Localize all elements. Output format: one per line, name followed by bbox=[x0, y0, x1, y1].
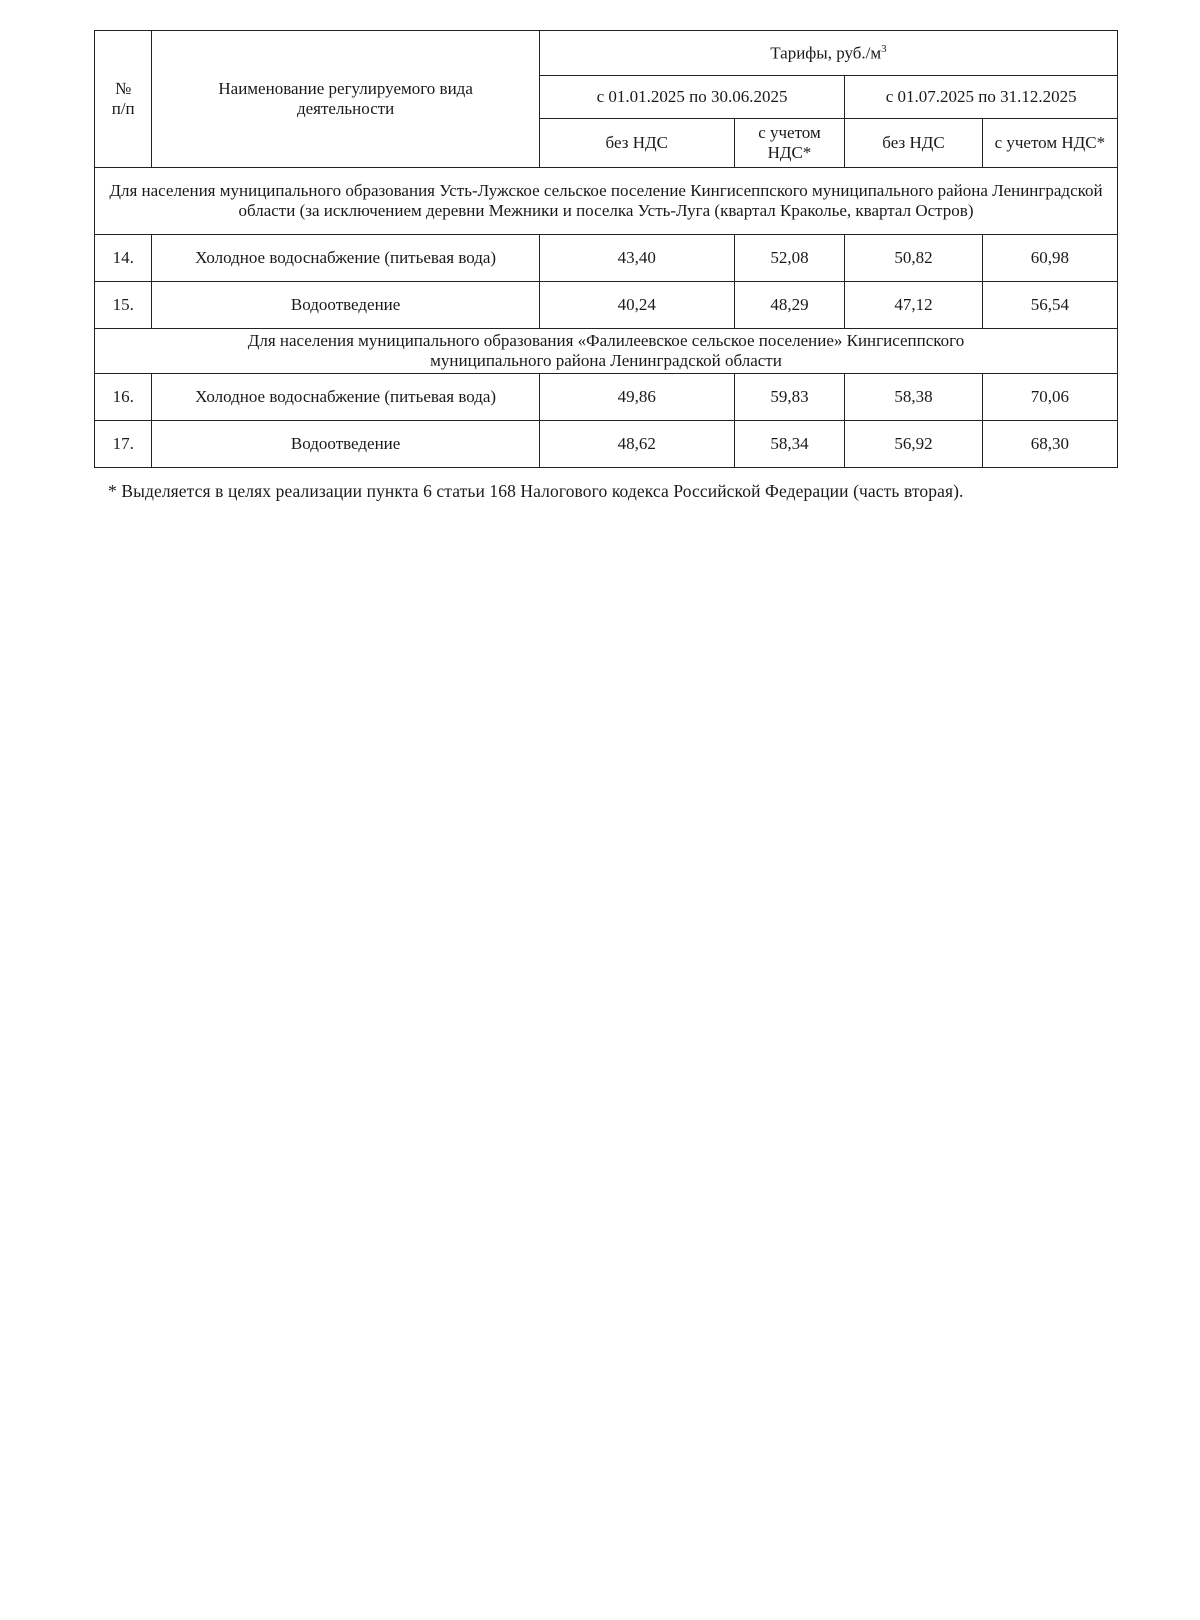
row-activity: Холодное водоснабжение (питьевая вода) bbox=[152, 374, 539, 421]
row-p1-with-vat: 48,29 bbox=[734, 282, 845, 329]
tariffs-table bbox=[94, 30, 1118, 468]
row-p2-with-vat: 68,30 bbox=[982, 421, 1117, 468]
row-p2-with-vat: 70,06 bbox=[982, 374, 1117, 421]
header-tariffs bbox=[539, 31, 1117, 76]
table-row bbox=[95, 421, 1118, 468]
row-p1-with-vat: 52,08 bbox=[734, 235, 845, 282]
section-row-2 bbox=[95, 329, 1118, 374]
table-row bbox=[95, 374, 1118, 421]
header-activity-name: Наименование регулируемого вида деятельности bbox=[152, 31, 539, 168]
row-p1-no-vat: 40,24 bbox=[539, 282, 734, 329]
header-tariffs-unit-sup: 3 bbox=[881, 42, 887, 55]
row-num: 17. bbox=[95, 421, 152, 468]
header-tariffs-label: Тарифы, руб./м bbox=[770, 43, 882, 63]
section-title: Для населения муниципального образования «Фалилеевское сельское поселение» Кингисеппского муниципального района Ленинградской области bbox=[95, 329, 1118, 374]
section-row-1 bbox=[95, 168, 1118, 235]
header-period-2: с 01.07.2025 по 31.12.2025 bbox=[845, 76, 1118, 119]
footnote: * Выделяется в целях реализации пункта 6 статьи 168 Налогового кодекса Российской Федерации (часть вторая). bbox=[108, 481, 964, 501]
row-num: 15. bbox=[95, 282, 152, 329]
row-activity: Водоотведение bbox=[152, 421, 539, 468]
table-row bbox=[95, 282, 1118, 329]
section-title: Для населения муниципального образования Усть-Лужское сельское поселение Кингисеппского муниципального района Ленинградской области (за исключением деревни Межники и поселка Усть-Луга (квартал Краколье, квартал Остров) bbox=[95, 168, 1118, 235]
header-p1-no-vat: без НДС bbox=[539, 119, 734, 168]
row-p1-no-vat: 43,40 bbox=[539, 235, 734, 282]
row-p2-no-vat: 58,38 bbox=[845, 374, 982, 421]
row-p1-with-vat: 59,83 bbox=[734, 374, 845, 421]
header-p2-no-vat: без НДС bbox=[845, 119, 982, 168]
row-p2-with-vat: 56,54 bbox=[982, 282, 1117, 329]
header-p1-with-vat: с учетом НДС* bbox=[734, 119, 845, 168]
row-p2-no-vat: 47,12 bbox=[845, 282, 982, 329]
row-p2-no-vat: 50,82 bbox=[845, 235, 982, 282]
row-activity: Водоотведение bbox=[152, 282, 539, 329]
row-p2-with-vat: 60,98 bbox=[982, 235, 1117, 282]
row-activity: Холодное водоснабжение (питьевая вода) bbox=[152, 235, 539, 282]
row-num: 16. bbox=[95, 374, 152, 421]
header-num: № п/п bbox=[95, 31, 152, 168]
row-p2-no-vat: 56,92 bbox=[845, 421, 982, 468]
header-p2-with-vat: с учетом НДС* bbox=[982, 119, 1117, 168]
row-p1-no-vat: 48,62 bbox=[539, 421, 734, 468]
row-p1-no-vat: 49,86 bbox=[539, 374, 734, 421]
header-row-1 bbox=[95, 31, 1118, 76]
header-period-1: с 01.01.2025 по 30.06.2025 bbox=[539, 76, 844, 119]
row-num: 14. bbox=[95, 235, 152, 282]
row-p1-with-vat: 58,34 bbox=[734, 421, 845, 468]
table-row bbox=[95, 235, 1118, 282]
